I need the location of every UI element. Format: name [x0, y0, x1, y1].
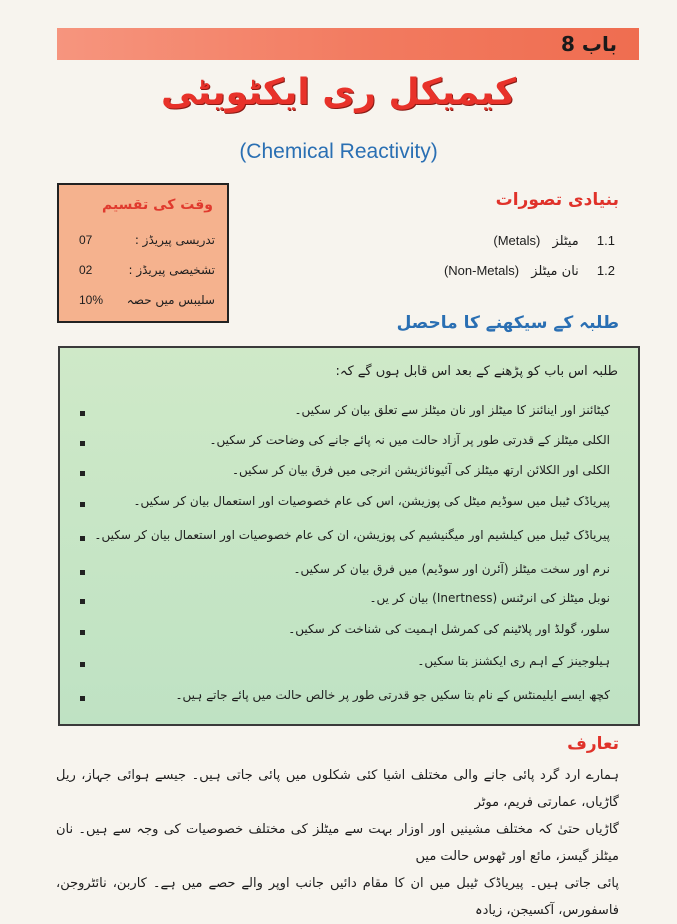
outcome-item [80, 591, 610, 615]
chapter-label: باب 8 [560, 32, 617, 56]
chapter-title-english: (Chemical Reactivity) [239, 140, 438, 163]
outcome-item [80, 654, 610, 678]
bullet-icon [80, 570, 85, 575]
outcome-text: پیریاڈک ٹیبل میں سوڈیم میٹل کی پوزیشن، اس کی عام خصوصیات اور استعمال بیان کر سکیں۔ [133, 494, 610, 508]
outcome-item [80, 622, 610, 646]
introduction-line: پائی جاتی ہیں۔ پیریاڈک ٹیبل میں ان کا مقام دائیں جانب اوپر والے حصے میں ہے۔ کاربن، نائٹروجن، فاسفورس، آکسیجن، زیادہ [56, 876, 619, 918]
outcome-item [80, 494, 610, 518]
introduction-line: ہمارے ارد گرد پائی جانے والی مختلف اشیا کئی شکلوں میں پائی جاتی ہیں۔ جیسے ہوائی جہاز، ریل گاڑیاں، عمارتی فریم، موٹر [56, 768, 619, 810]
outcome-item [80, 528, 610, 552]
concept-number: 1.2 [596, 263, 615, 278]
outcome-item [80, 562, 610, 586]
introduction-line: گاڑیاں حتیٰ کہ مختلف مشینیں اور اوزار بہت سے میٹلز کی مختلف خصوصیات کی وجہ سے ہیں۔ نان میٹلز گیسز، مائع اور ٹھوس حالت میں [56, 822, 619, 864]
bullet-icon [80, 536, 85, 541]
bullet-icon [80, 630, 85, 635]
outcome-item [80, 403, 610, 427]
outcome-text: نوبل میٹلز کی انرٹنس (Inertness) بیان کر یں۔ [369, 591, 610, 605]
time-row [69, 263, 215, 283]
concept-english: (Non-Metals) [443, 263, 520, 278]
time-row-value: 07 [79, 233, 93, 247]
time-row-label: تدریسی پیریڈز : [134, 233, 215, 247]
concept-urdu: نان میٹلز [531, 264, 579, 279]
outcome-text: کیٹائنز اور اینائنز کا میٹلز اور نان میٹلز سے تعلق بیان کر سکیں۔ [294, 403, 610, 417]
bullet-icon [80, 441, 85, 446]
outcome-text: الکلی میٹلز کے قدرتی طور پر آزاد حالت میں نہ پائے جانے کی وضاحت کر سکیں۔ [209, 433, 610, 447]
bullet-icon [80, 411, 85, 416]
outcome-text: نرم اور سخت میٹلز (آئرن اور سوڈیم) میں فرق بیان کر سکیں۔ [293, 562, 610, 576]
outcome-text: پیریاڈک ٹیبل میں کیلشیم اور میگنیشیم کی پوزیشن، ان کی عام خصوصیات اور استعمال بیان کر سکیں۔ [94, 528, 610, 542]
concept-number: 1.1 [596, 233, 615, 248]
chapter-title-urdu: کیمیکل ری ایکٹویٹی [160, 72, 516, 113]
time-row-value: 10% [79, 293, 104, 307]
bullet-icon [80, 696, 85, 701]
outcomes-intro: طلبہ اس باب کو پڑھنے کے بعد اس قابل ہوں گے کہ: [335, 364, 618, 379]
bullet-icon [80, 471, 85, 476]
outcome-text: کچھ ایسے ایلیمنٹس کے نام بتا سکیں جو قدرتی طور پر خالص حالت میں پائے جاتے ہیں۔ [175, 688, 610, 702]
concept-english: (Metals) [493, 233, 541, 248]
time-row-label: تشخیصی پیریڈز : [128, 263, 215, 277]
concepts-heading: بنیادی تصورات [495, 190, 619, 210]
introduction-heading: تعارف [567, 734, 619, 754]
concept-item [493, 233, 615, 255]
concept-urdu: میٹلز [552, 234, 579, 249]
outcome-text: الکلی اور الکلائن ارتھ میٹلز کی آئیونائزیشن انرجی میں فرق بیان کر سکیں۔ [232, 463, 610, 477]
outcome-text: سلور، گولڈ اور پلاٹینم کی کمرشل اہمیت کی شناخت کر سکیں۔ [288, 622, 610, 636]
outcome-item [80, 688, 610, 712]
concept-item [444, 263, 615, 285]
learning-outcomes-box [58, 346, 640, 726]
bullet-icon [80, 599, 85, 604]
outcome-text: ہیلوجینز کے اہم ری ایکشنز بتا سکیں۔ [417, 654, 610, 668]
time-row [69, 233, 215, 253]
time-row [69, 293, 215, 313]
time-row-value: 02 [79, 263, 93, 277]
time-allocation-box [57, 183, 229, 323]
bullet-icon [80, 502, 85, 507]
bullet-icon [80, 662, 85, 667]
time-allocation-heading: وقت کی تقسیم [101, 197, 213, 213]
outcome-item [80, 433, 610, 457]
outcome-item [80, 463, 610, 487]
time-row-label: سلیبس میں حصہ [126, 293, 215, 307]
chapter-band [57, 28, 639, 60]
outcomes-heading: طلبہ کے سیکھنے کا ماحصل [396, 313, 619, 333]
